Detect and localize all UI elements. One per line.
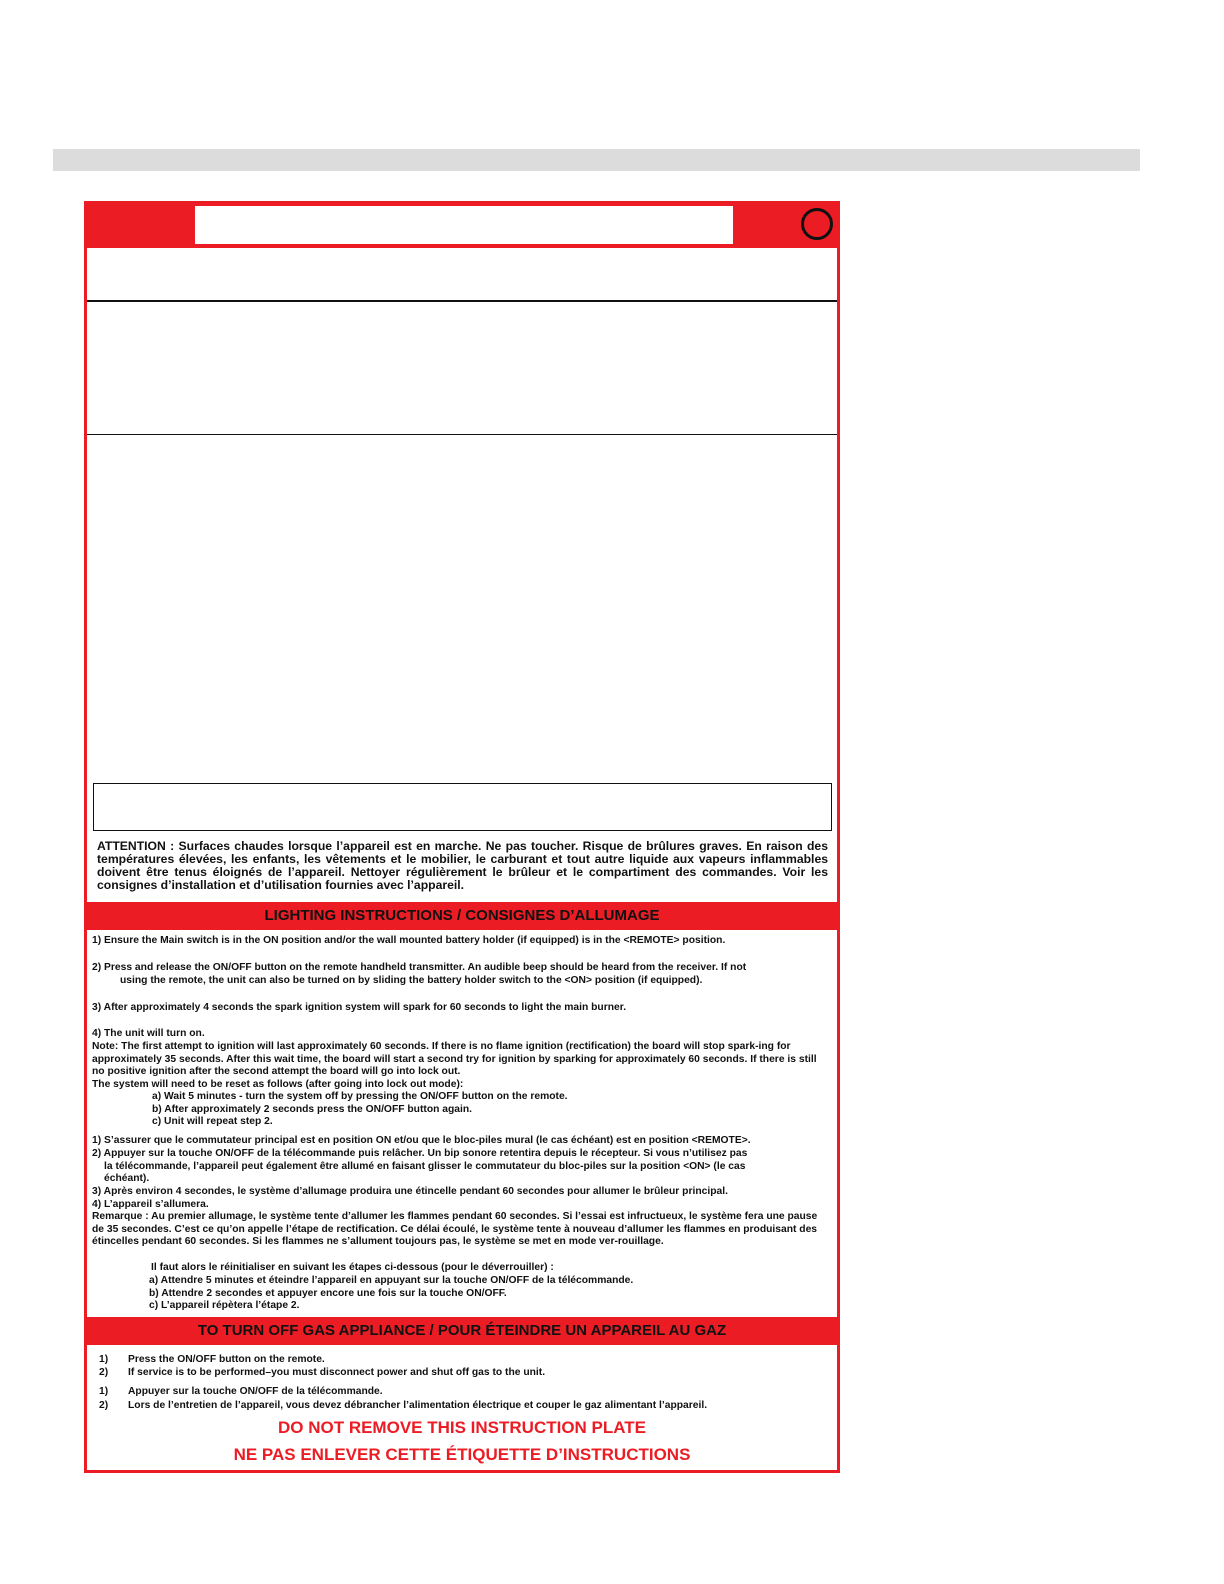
allumage-step-3: 3) Après environ 4 secondes, le système d’allumage produira une étincelle pendant 60 secondes pour allumer le brûleur principal. [92, 1186, 728, 1197]
allumage-reset-step-c: c) L’appareil répètera l’étape 2. [149, 1300, 300, 1312]
plate-header-band [87, 204, 837, 248]
allumage-step-2-line-3: échéant). [104, 1173, 150, 1185]
allumage-step-2 [92, 1148, 832, 1186]
lighting-instructions-heading: LIGHTING INSTRUCTIONS / CONSIGNES D’ALLUMAGE [87, 902, 837, 930]
lighting-step-2 [92, 962, 832, 987]
allumage-reset-step-b: b) Attendre 2 secondes et appuyer encore une fois sur la touche ON/OFF. [149, 1287, 507, 1299]
allumage-reset-step-a: a) Attendre 5 minutes et éteindre l’appareil en appuyant sur la touche ON/OFF de la télécommande. [149, 1275, 634, 1286]
page-header-bar [53, 149, 1140, 171]
turn-off-heading: TO TURN OFF GAS APPLIANCE / POUR ÉTEINDRE UN APPAREIL AU GAZ [87, 1317, 837, 1345]
lighting-step-4: 4) The unit will turn on. [92, 1028, 205, 1039]
plate-title-box [195, 206, 733, 244]
turnoff-fr-step-2-text: Lors de l’entretien de l’appareil, vous devez débrancher l’alimentation électrique et couper le gaz alimentant l’appareil. [128, 1400, 708, 1411]
lighting-reset-step-a: a) Wait 5 minutes - turn the system off by pressing the ON/OFF button on the remote. [152, 1091, 568, 1102]
turnoff-en-step-1 [99, 1353, 325, 1366]
allumage-step-2-line-2: la télécommande, l’appareil peut également être allumé en faisant glisser le commutateur du bloc-piles sur la position <ON> (le cas [104, 1160, 746, 1172]
lighting-reset-steps [92, 1091, 832, 1129]
turnoff-en-step-2-text: If service is to be performed–you must disconnect power and shut off gas to the unit. [128, 1367, 546, 1378]
turnoff-en-step-2 [99, 1366, 545, 1379]
allumage-reset-steps [92, 1275, 832, 1313]
lighting-reset-intro: The system will need to be reset as follows (after going into lock out mode): [92, 1079, 464, 1090]
lighting-step-2-line-2: using the remote, the unit can also be turned on by sliding the battery holder switch to the <ON> position (if equipped). [120, 974, 703, 986]
lighting-step-1: 1) Ensure the Main switch is in the ON position and/or the wall mounted battery holder (if equipped) is in the <REMOTE> position. [92, 935, 726, 946]
do-not-remove-en: DO NOT REMOVE THIS INSTRUCTION PLATE [277, 1418, 647, 1437]
lighting-step-2-line-1: 2) Press and release the ON/OFF button on the remote handheld transmitter. An audible beep should be heard from the receiver. If not [92, 962, 747, 973]
lighting-reset-step-b: b) After approximately 2 seconds press the ON/OFF button again. [152, 1103, 473, 1115]
allumage-reset-intro [92, 1262, 832, 1275]
turnoff-en-step-1-num: 1) [99, 1354, 109, 1365]
attention-paragraph: ATTENTION : Surfaces chaudes lorsque l’appareil est en marche. Ne pas toucher. Risque de brûlures graves. En raison des températures élevées, les enfants, les vêtements et le mobilier, le carburant et tout autre liquide aux vapeurs inflammables doivent être tenus éloignés de l’appareil. Nettoyer régulièrement le brûleur et le compartiment des commandes. Voir les consignes d’installation et d’utilisation fournies avec l’appareil. [97, 839, 828, 892]
allumage-reset-intro-text: Il faut alors le réinitialiser en suivant les étapes ci-dessous (pour le déverrouiller) : [151, 1262, 554, 1273]
circle-icon [801, 208, 833, 240]
notice-box [93, 783, 832, 831]
allumage-remarque: Remarque : Au premier allumage, le système tente d’allumer les flammes pendant 60 secondes. Si l’essai est infructueux, le système fera une pause de 35 secondes. C’est ce qu’on appelle l’étape de rectification. Ce délai écoulé, le système tente à nouveau d’allumer les flammes en produisant des étincelles pendant 60 secondes. Si les flammes ne s’allument toujours pas, le système se met en mode ver-rouillage. [92, 1211, 818, 1248]
allumage-step-4: 4) L’appareil s’allumera. [92, 1199, 209, 1210]
do-not-remove-fr: NE PAS ENLEVER CETTE ÉTIQUETTE D’INSTRUCTIONS [233, 1445, 691, 1464]
allumage-step-1: 1) S’assurer que le commutateur principal est en position ON et/ou que le bloc-piles mural (le cas échéant) est en position <REMOTE>. [92, 1135, 751, 1146]
instruction-plate [84, 201, 840, 1473]
lighting-step-3: 3) After approximately 4 seconds the spark ignition system will spark for 60 seconds to light the main burner. [92, 1002, 627, 1013]
allumage-step-2-line-1: 2) Appuyer sur la touche ON/OFF de la télécommande puis relâcher. Un bip sonore retentira depuis le récepteur. Si vous n’utilisez pas [92, 1148, 748, 1159]
turnoff-fr-step-1 [99, 1385, 383, 1398]
turnoff-en-step-1-text: Press the ON/OFF button on the remote. [128, 1354, 325, 1365]
lighting-reset-step-c: c) Unit will repeat step 2. [152, 1116, 273, 1128]
warning-box [87, 300, 837, 435]
turnoff-fr-step-1-text: Appuyer sur la touche ON/OFF de la télécommande. [128, 1386, 383, 1397]
turnoff-fr-step-2-num: 2) [99, 1400, 109, 1411]
turnoff-en-step-2-num: 2) [99, 1367, 109, 1378]
turnoff-fr-step-2 [99, 1399, 707, 1412]
turnoff-fr-step-1-num: 1) [99, 1386, 109, 1397]
lighting-note: Note: The first attempt to ignition will last approximately 60 seconds. If there is no flame ignition (rectification) the board will stop spark-ing for approximately 35 seconds. After this wait time, the board will start a second try for ignition by sparking for approximately 60 seconds. If there is still no positive ignition after the second attempt the board will go into lock out. [92, 1041, 817, 1078]
